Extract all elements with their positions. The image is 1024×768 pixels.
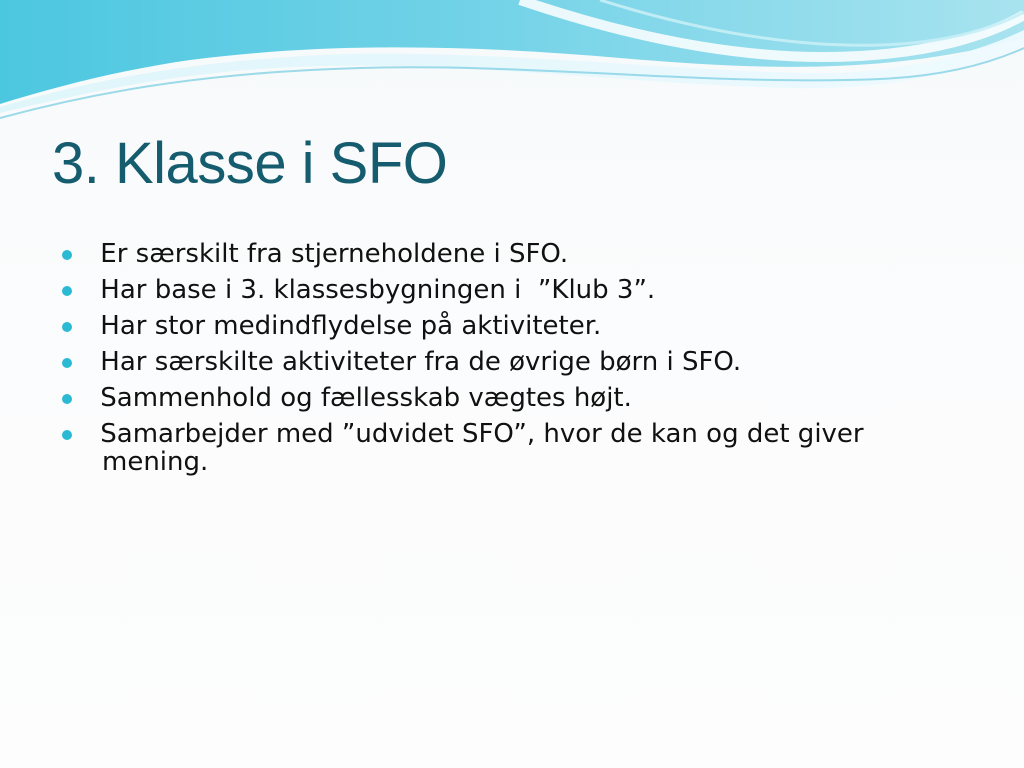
bullet-dot-icon bbox=[62, 358, 72, 368]
bullet-dot-icon bbox=[62, 286, 72, 296]
bullet-dot-icon bbox=[62, 322, 72, 332]
bullet-text: Er særskilt fra stjerneholdene i SFO. bbox=[92, 239, 569, 269]
slide-title: 3. Klasse i SFO bbox=[52, 131, 448, 196]
bullet-dot-icon bbox=[62, 430, 72, 440]
bullet-item bbox=[62, 312, 962, 340]
bullet-item bbox=[62, 420, 962, 476]
bullet-item bbox=[62, 384, 962, 412]
bullet-text: Har særskilte aktiviteter fra de øvrige børn i SFO. bbox=[92, 347, 742, 377]
header-wave-decoration bbox=[0, 0, 1024, 130]
bullet-text: Har stor medindflydelse på aktiviteter. bbox=[92, 311, 602, 341]
bullet-item bbox=[62, 276, 962, 304]
bullet-dot-icon bbox=[62, 394, 72, 404]
bullet-dot-icon bbox=[62, 250, 72, 260]
bullet-text: Sammenhold og fællesskab vægtes højt. bbox=[92, 383, 632, 413]
bullet-text: Har base i 3. klassesbygningen i ”Klub 3”. bbox=[92, 275, 656, 305]
bullet-item bbox=[62, 240, 962, 268]
bullet-list bbox=[62, 240, 962, 484]
bullet-text: Samarbejder med ”udvidet SFO”, hvor de kan og det giver mening. bbox=[92, 419, 872, 477]
bullet-item bbox=[62, 348, 962, 376]
